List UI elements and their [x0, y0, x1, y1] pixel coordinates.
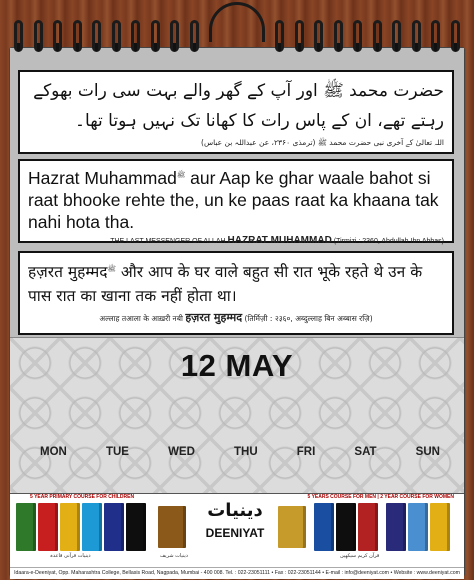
roman-quote-body: aur Aap ke ghar waale bahot si raat bhooke rehte the, un ke paas raat ka khaana tak nahi hota tha.: [28, 167, 439, 232]
weekday-sat: SAT: [354, 446, 377, 458]
caption-right: قرآن کریم سیکھیں: [340, 553, 380, 559]
hindi-reference: अल्लाह तआला के आख़री नबी हज़रत मुहम्मद (तिर्मिज़ी : २३६०, अब्दुल्लाह बिन अब्बास रज़ि): [99, 311, 373, 325]
book-cover: [386, 503, 406, 551]
urdu-quote-card: [18, 70, 454, 154]
urdu-reference: اللہ تعالیٰ کے آخری نبی حضرت محمد ﷺ (ترمذی ۲۳۶۰، عن عبداللہ بن عباس): [201, 138, 444, 147]
deeniyat-footer: [10, 493, 464, 568]
book-cover: [104, 503, 124, 551]
deeniyat-logo: DEENIYAT: [205, 526, 265, 540]
book-row-right: [278, 503, 450, 551]
hindi-quote-text: [28, 257, 444, 308]
hindi-quote-card: [18, 251, 454, 335]
book-cover: [278, 506, 306, 548]
binding-rings-right: [275, 20, 460, 58]
weekday-wed: WED: [168, 446, 195, 458]
weekday-row: [40, 446, 440, 458]
roman-name: Hazrat Muhammad: [28, 167, 177, 188]
weekday-mon: MON: [40, 446, 67, 458]
promo-left: 5 YEAR PRIMARY COURSE FOR CHILDREN: [30, 494, 135, 500]
salawat-seal-icon: ﷺ: [107, 265, 116, 273]
hindi-name: हज़रत मुहम्मद: [28, 263, 108, 282]
book-cover: [314, 503, 334, 551]
roman-quote-text: [28, 165, 444, 233]
book-cover: [126, 503, 146, 551]
publisher-address: Idaara-e-Deeniyat, Opp. Maharashtra College, Bellasis Road, Nagpada, Mumbai - 400 008. Tel. : 022-23051111 • Fax : 022-23051144 • E-mail : info@deeniyat.com • Website : www.deeniyat.com: [10, 567, 464, 579]
binding-rings-left: [14, 20, 199, 58]
caption-left: دینیات قرآنی قاعدہ: [50, 553, 91, 559]
book-cover: [158, 506, 186, 548]
caption-mid: دینیات شریف: [160, 553, 188, 559]
book-cover: [60, 503, 80, 551]
calendar-date: 12 MAY: [180, 348, 294, 383]
deeniyat-logo-arabic: دینیات: [207, 500, 263, 521]
book-cover: [358, 503, 378, 551]
book-cover: [38, 503, 58, 551]
roman-reference: THE LAST MESSENGER OF ALLAH HAZRAT MUHAMMAD (Tirmizi : 2360, Abdullah Ibn Abbas): [110, 234, 444, 246]
weekday-fri: FRI: [296, 446, 316, 458]
book-cover: [408, 503, 428, 551]
book-cover: [430, 503, 450, 551]
weekday-tue: TUE: [105, 446, 129, 458]
promo-right: 5 YEARS COURSE FOR MEN | 2 YEAR COURSE FOR WOMEN: [307, 494, 454, 500]
salawat-seal-icon: ﷺ: [176, 172, 186, 179]
weekday-sun: SUN: [415, 446, 440, 458]
book-cover: [82, 503, 102, 551]
hindi-quote-body: और आप के घर वाले बहुत सी रात भूके रहते थे उन के पास रात का खाना तक नहीं होता था।: [28, 263, 423, 306]
urdu-quote-text: حضرت محمد ﷺ اور آپ کے گھر والے بہت سی رات بھوکے رہتے تھے، ان کے پاس رات کا کھانا تک نہیں ہوتا تھا۔: [33, 81, 444, 131]
weekday-thu: THU: [234, 446, 258, 458]
book-row-left: [16, 503, 186, 551]
book-cover: [16, 503, 36, 551]
book-cover: [336, 503, 356, 551]
roman-quote-card: [18, 159, 454, 246]
